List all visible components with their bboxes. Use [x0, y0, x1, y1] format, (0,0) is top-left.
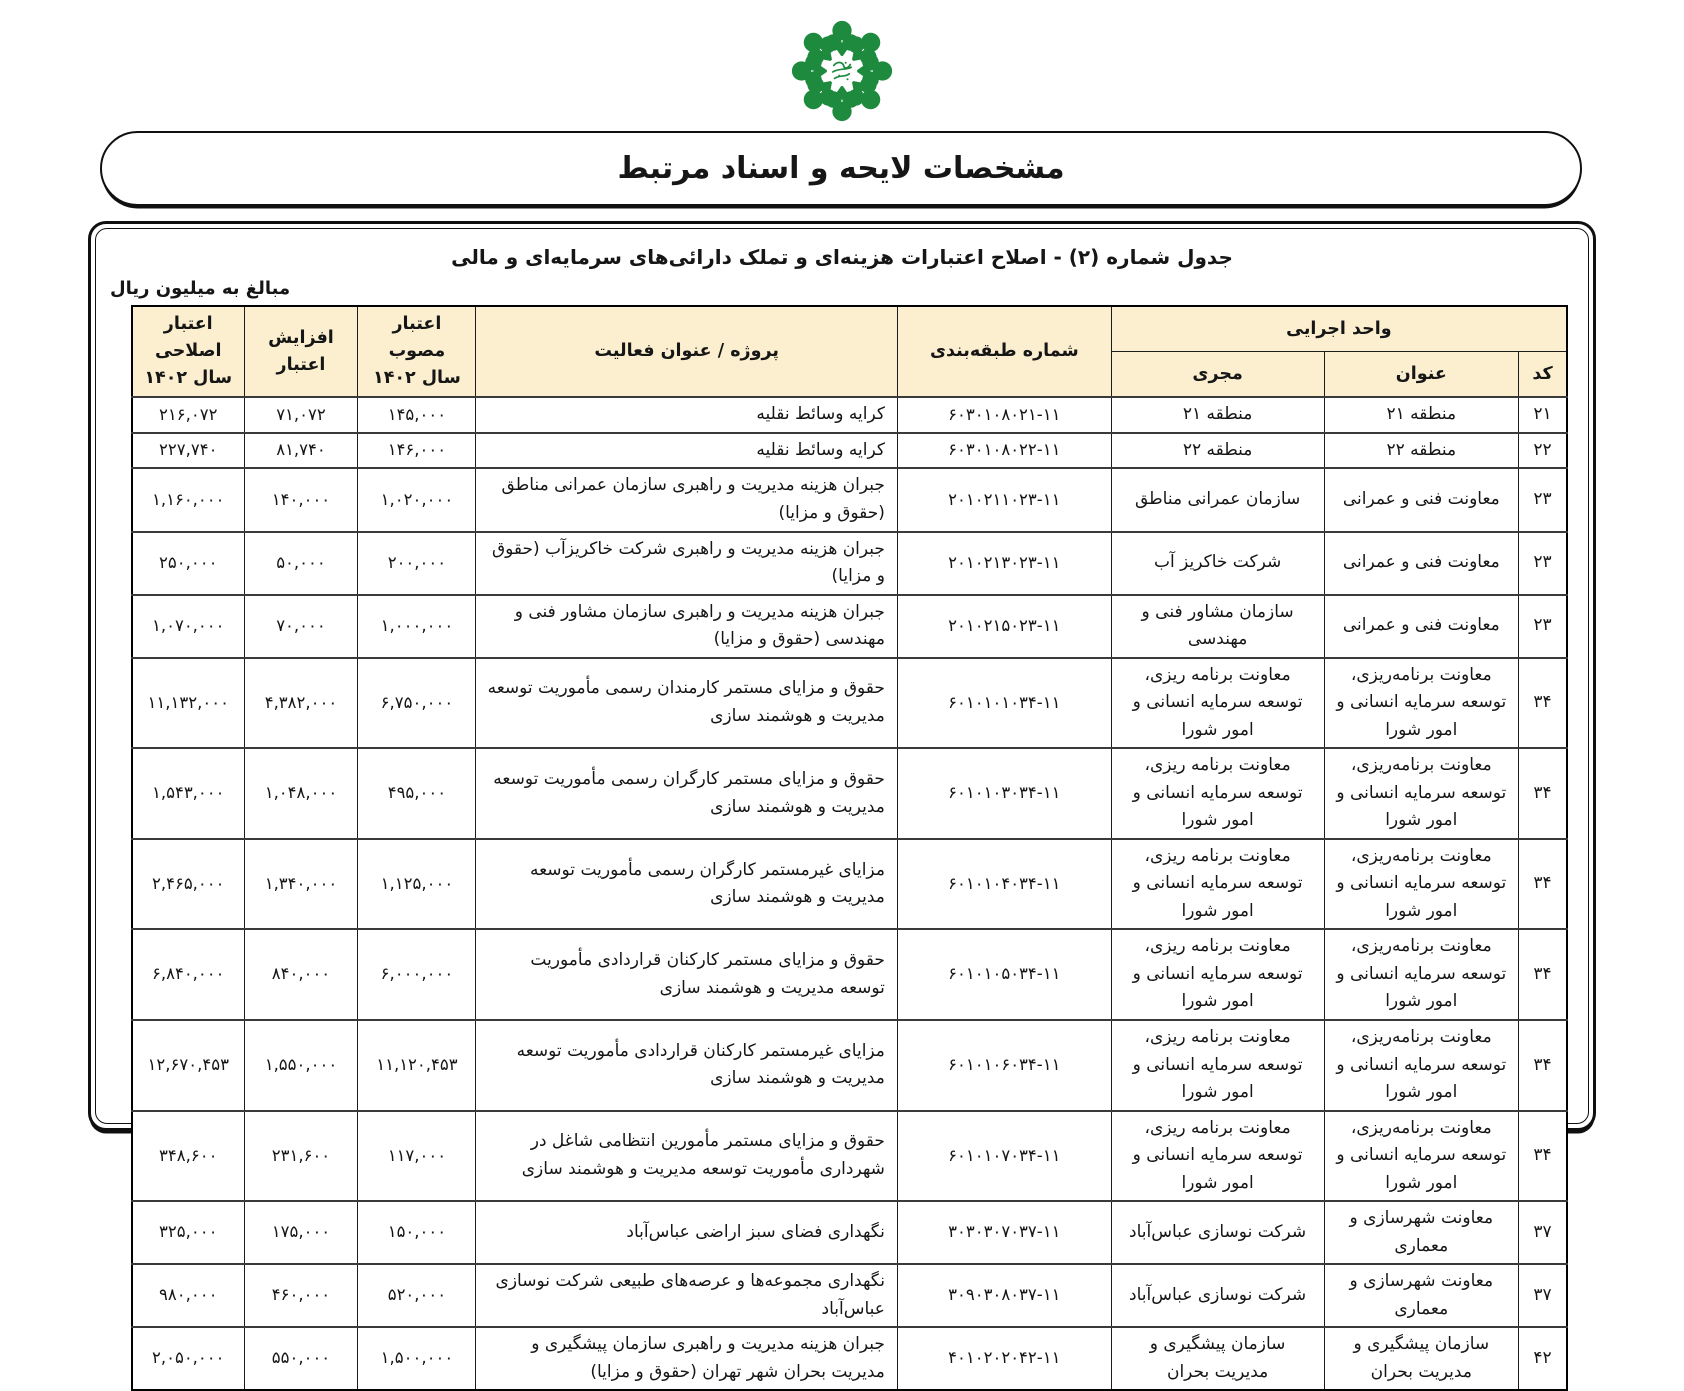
- cell-project-title: حقوق و مزایای مستمر مأمورین انتظامی شاغل در شهرداری مأموریت توسعه مدیریت و هوشمند سازی: [476, 1111, 898, 1202]
- cell-unit-title: معاونت برنامه‌ریزی، توسعه سرمایه انسانی و امور شورا: [1324, 658, 1519, 749]
- cell-credit-increase: ۸۴۰,۰۰۰: [244, 929, 358, 1020]
- cell-executor: شرکت خاکریز آب: [1111, 532, 1324, 595]
- cell-classification-number: ۶۰۳۰۱۰۸۰۲۱-۱۱: [897, 397, 1111, 433]
- table-row: [132, 595, 1567, 658]
- cell-project-title: جبران هزینه مدیریت و راهبری سازمان عمرانی مناطق (حقوق و مزایا): [476, 468, 898, 531]
- cell-credit-increase: ۷۰,۰۰۰: [244, 595, 358, 658]
- tehran-municipality-logo-icon: [781, 14, 903, 128]
- cell-project-title: نگهداری فضای سبز اراضی عباس‌آباد: [476, 1201, 898, 1264]
- cell-amended-credit: ۲۱۶,۰۷۲: [132, 397, 244, 433]
- cell-classification-number: ۴۰۱۰۲۰۲۰۴۲-۱۱: [897, 1327, 1111, 1390]
- amounts-unit-note: مبالغ به میلیون ریال: [110, 278, 291, 299]
- cell-classification-number: ۶۰۳۰۱۰۸۰۲۲-۱۱: [897, 433, 1111, 469]
- cell-approved-credit: ۱۱۷,۰۰۰: [358, 1111, 476, 1202]
- cell-executor: معاونت برنامه ریزی، توسعه سرمایه انسانی و امور شورا: [1111, 839, 1324, 930]
- cell-executor: منطقه ۲۲: [1111, 433, 1324, 469]
- cell-amended-credit: ۱,۱۶۰,۰۰۰: [132, 468, 244, 531]
- header-amended-credit: اعتبار اصلاحی سال ۱۴۰۲: [132, 306, 244, 397]
- header-executive-unit: واحد اجرایی: [1111, 306, 1567, 352]
- cell-unit-title: معاونت برنامه‌ریزی، توسعه سرمایه انسانی و امور شورا: [1324, 748, 1519, 839]
- table-frame-inner: [95, 228, 1589, 1382]
- cell-project-title: نگهداری مجموعه‌ها و عرصه‌های طبیعی شرکت نوسازی عباس‌آباد: [476, 1264, 898, 1327]
- cell-amended-credit: ۹۸۰,۰۰۰: [132, 1264, 244, 1327]
- cell-approved-credit: ۱,۵۰۰,۰۰۰: [358, 1327, 476, 1390]
- table-caption: جدول شماره (۲) - اصلاح اعتبارات هزینه‌ای و تملک دارائی‌های سرمایه‌ای و مالی: [451, 245, 1233, 269]
- table-row: [132, 1327, 1567, 1390]
- cell-unit-title: معاونت برنامه‌ریزی، توسعه سرمایه انسانی و امور شورا: [1324, 839, 1519, 930]
- cell-code: ۳۴: [1519, 748, 1567, 839]
- cell-credit-increase: ۵۵۰,۰۰۰: [244, 1327, 358, 1390]
- cell-classification-number: ۲۰۱۰۲۱۵۰۲۳-۱۱: [897, 595, 1111, 658]
- header-credit-increase: افزایش اعتبار: [244, 306, 358, 397]
- cell-code: ۳۷: [1519, 1264, 1567, 1327]
- cell-classification-number: ۳۰۳۰۳۰۷۰۳۷-۱۱: [897, 1201, 1111, 1264]
- cell-classification-number: ۶۰۱۰۱۰۴۰۳۴-۱۱: [897, 839, 1111, 930]
- cell-executor: معاونت برنامه ریزی، توسعه سرمایه انسانی و امور شورا: [1111, 658, 1324, 749]
- cell-approved-credit: ۱۱,۱۲۰,۴۵۳: [358, 1020, 476, 1111]
- cell-code: ۳۴: [1519, 1020, 1567, 1111]
- cell-unit-title: منطقه ۲۲: [1324, 433, 1519, 469]
- cell-credit-increase: ۷۱,۰۷۲: [244, 397, 358, 433]
- cell-code: ۲۳: [1519, 595, 1567, 658]
- cell-approved-credit: ۱,۰۰۰,۰۰۰: [358, 595, 476, 658]
- cell-approved-credit: ۲۰۰,۰۰۰: [358, 532, 476, 595]
- cell-unit-title: معاونت برنامه‌ریزی، توسعه سرمایه انسانی و امور شورا: [1324, 1020, 1519, 1111]
- cell-classification-number: ۶۰۱۰۱۰۷۰۳۴-۱۱: [897, 1111, 1111, 1202]
- cell-code: ۲۱: [1519, 397, 1567, 433]
- cell-approved-credit: ۱,۱۲۵,۰۰۰: [358, 839, 476, 930]
- cell-executor: سازمان پیشگیری و مدیریت بحران: [1111, 1327, 1324, 1390]
- cell-classification-number: ۶۰۱۰۱۰۶۰۳۴-۱۱: [897, 1020, 1111, 1111]
- cell-code: ۳۴: [1519, 839, 1567, 930]
- cell-amended-credit: ۱۱,۱۳۲,۰۰۰: [132, 658, 244, 749]
- cell-unit-title: سازمان پیشگیری و مدیریت بحران: [1324, 1327, 1519, 1390]
- cell-credit-increase: ۵۰,۰۰۰: [244, 532, 358, 595]
- cell-amended-credit: ۱,۰۷۰,۰۰۰: [132, 595, 244, 658]
- cell-classification-number: ۶۰۱۰۱۰۳۰۳۴-۱۱: [897, 748, 1111, 839]
- cell-credit-increase: ۱۷۵,۰۰۰: [244, 1201, 358, 1264]
- cell-executor: منطقه ۲۱: [1111, 397, 1324, 433]
- cell-code: ۲۳: [1519, 532, 1567, 595]
- cell-amended-credit: ۲۵۰,۰۰۰: [132, 532, 244, 595]
- cell-code: ۴۲: [1519, 1327, 1567, 1390]
- cell-approved-credit: ۱,۰۲۰,۰۰۰: [358, 468, 476, 531]
- table-row: [132, 468, 1567, 531]
- cell-approved-credit: ۱۵۰,۰۰۰: [358, 1201, 476, 1264]
- cell-executor: سازمان مشاور فنی و مهندسی: [1111, 595, 1324, 658]
- cell-credit-increase: ۴,۳۸۲,۰۰۰: [244, 658, 358, 749]
- cell-unit-title: معاونت برنامه‌ریزی، توسعه سرمایه انسانی و امور شورا: [1324, 1111, 1519, 1202]
- cell-executor: شرکت نوسازی عباس‌آباد: [1111, 1264, 1324, 1327]
- cell-amended-credit: ۳۲۵,۰۰۰: [132, 1201, 244, 1264]
- cell-classification-number: ۶۰۱۰۱۰۵۰۳۴-۱۱: [897, 929, 1111, 1020]
- table-row: [132, 839, 1567, 930]
- cell-amended-credit: ۲,۰۵۰,۰۰۰: [132, 1327, 244, 1390]
- cell-executor: سازمان عمرانی مناطق: [1111, 468, 1324, 531]
- table-row: [132, 532, 1567, 595]
- cell-amended-credit: ۲۲۷,۷۴۰: [132, 433, 244, 469]
- cell-unit-title: معاونت فنی و عمرانی: [1324, 532, 1519, 595]
- table-row: [132, 1111, 1567, 1202]
- cell-unit-title: معاونت برنامه‌ریزی، توسعه سرمایه انسانی و امور شورا: [1324, 929, 1519, 1020]
- cell-project-title: مزایای غیرمستمر کارکنان قراردادی مأموریت توسعه مدیریت و هوشمند سازی: [476, 1020, 898, 1111]
- cell-approved-credit: ۶,۰۰۰,۰۰۰: [358, 929, 476, 1020]
- cell-classification-number: ۳۰۹۰۳۰۸۰۳۷-۱۱: [897, 1264, 1111, 1327]
- cell-project-title: حقوق و مزایای مستمر کارمندان رسمی مأموریت توسعه مدیریت و هوشمند سازی: [476, 658, 898, 749]
- cell-amended-credit: ۶,۸۴۰,۰۰۰: [132, 929, 244, 1020]
- cell-credit-increase: ۱,۰۴۸,۰۰۰: [244, 748, 358, 839]
- table-row: [132, 1201, 1567, 1264]
- cell-approved-credit: ۱۴۶,۰۰۰: [358, 433, 476, 469]
- cell-code: ۲۳: [1519, 468, 1567, 531]
- title-box: [100, 131, 1582, 206]
- table-frame-outer: [88, 221, 1596, 1382]
- cell-project-title: کرایه وسائط نقلیه: [476, 397, 898, 433]
- cell-executor: معاونت برنامه ریزی، توسعه سرمایه انسانی و امور شورا: [1111, 748, 1324, 839]
- table-header: [132, 306, 1567, 397]
- cell-unit-title: معاونت فنی و عمرانی: [1324, 468, 1519, 531]
- cell-credit-increase: ۱۴۰,۰۰۰: [244, 468, 358, 531]
- table-row: [132, 748, 1567, 839]
- cell-credit-increase: ۱,۳۴۰,۰۰۰: [244, 839, 358, 930]
- cell-code: ۳۷: [1519, 1201, 1567, 1264]
- cell-project-title: جبران هزینه مدیریت و راهبری سازمان مشاور فنی و مهندسی (حقوق و مزایا): [476, 595, 898, 658]
- cell-executor: معاونت برنامه ریزی، توسعه سرمایه انسانی و امور شورا: [1111, 1111, 1324, 1202]
- header-classification-number: شماره طبقه‌بندی: [897, 306, 1111, 397]
- cell-project-title: کرایه وسائط نقلیه: [476, 433, 898, 469]
- cell-unit-title: منطقه ۲۱: [1324, 397, 1519, 433]
- cell-code: ۳۴: [1519, 658, 1567, 749]
- cell-approved-credit: ۱۴۵,۰۰۰: [358, 397, 476, 433]
- cell-unit-title: معاونت شهرسازی و معماری: [1324, 1201, 1519, 1264]
- cell-classification-number: ۶۰۱۰۱۰۱۰۳۴-۱۱: [897, 658, 1111, 749]
- cell-executor: معاونت برنامه ریزی، توسعه سرمایه انسانی و امور شورا: [1111, 1020, 1324, 1111]
- cell-amended-credit: ۱,۵۴۳,۰۰۰: [132, 748, 244, 839]
- cell-credit-increase: ۴۶۰,۰۰۰: [244, 1264, 358, 1327]
- cell-project-title: حقوق و مزایای مستمر کارگران رسمی مأموریت توسعه مدیریت و هوشمند سازی: [476, 748, 898, 839]
- cell-unit-title: معاونت فنی و عمرانی: [1324, 595, 1519, 658]
- table-row: [132, 929, 1567, 1020]
- cell-project-title: مزایای غیرمستمر کارگران رسمی مأموریت توسعه مدیریت و هوشمند سازی: [476, 839, 898, 930]
- header-unit-title: عنوان: [1324, 352, 1519, 398]
- cell-executor: معاونت برنامه ریزی، توسعه سرمایه انسانی و امور شورا: [1111, 929, 1324, 1020]
- header-executor: مجری: [1111, 352, 1324, 398]
- cell-classification-number: ۲۰۱۰۲۱۳۰۲۳-۱۱: [897, 532, 1111, 595]
- page-title: مشخصات لایحه و اسناد مرتبط: [617, 151, 1065, 186]
- cell-credit-increase: ۱,۵۵۰,۰۰۰: [244, 1020, 358, 1111]
- table-row: [132, 433, 1567, 469]
- cell-amended-credit: ۳۴۸,۶۰۰: [132, 1111, 244, 1202]
- cell-credit-increase: ۲۳۱,۶۰۰: [244, 1111, 358, 1202]
- header-approved-credit: اعتبار مصوب سال ۱۴۰۲: [358, 306, 476, 397]
- cell-amended-credit: ۲,۴۶۵,۰۰۰: [132, 839, 244, 930]
- cell-code: ۳۴: [1519, 929, 1567, 1020]
- cell-executor: شرکت نوسازی عباس‌آباد: [1111, 1201, 1324, 1264]
- table-row: [132, 1020, 1567, 1111]
- table-row: [132, 1264, 1567, 1327]
- cell-classification-number: ۲۰۱۰۲۱۱۰۲۳-۱۱: [897, 468, 1111, 531]
- cell-credit-increase: ۸۱,۷۴۰: [244, 433, 358, 469]
- table-row: [132, 397, 1567, 433]
- header-project-title: پروژه / عنوان فعالیت: [476, 306, 898, 397]
- cell-project-title: جبران هزینه مدیریت و راهبری شرکت خاکریزآب (حقوق و مزایا): [476, 532, 898, 595]
- cell-project-title: حقوق و مزایای مستمر کارکنان قراردادی مأموریت توسعه مدیریت و هوشمند سازی: [476, 929, 898, 1020]
- table-row: [132, 658, 1567, 749]
- cell-code: ۳۴: [1519, 1111, 1567, 1202]
- cell-approved-credit: ۵۲۰,۰۰۰: [358, 1264, 476, 1327]
- cell-unit-title: معاونت شهرسازی و معماری: [1324, 1264, 1519, 1327]
- budget-amendments-table: [131, 305, 1568, 1391]
- cell-approved-credit: ۶,۷۵۰,۰۰۰: [358, 658, 476, 749]
- header-code: کد: [1519, 352, 1567, 398]
- cell-approved-credit: ۴۹۵,۰۰۰: [358, 748, 476, 839]
- cell-project-title: جبران هزینه مدیریت و راهبری سازمان پیشگیری و مدیریت بحران شهر تهران (حقوق و مزایا): [476, 1327, 898, 1390]
- cell-code: ۲۲: [1519, 433, 1567, 469]
- cell-amended-credit: ۱۲,۶۷۰,۴۵۳: [132, 1020, 244, 1111]
- table-body: [132, 397, 1567, 1390]
